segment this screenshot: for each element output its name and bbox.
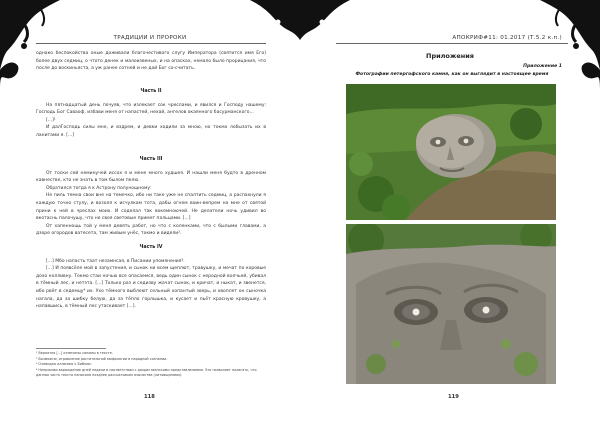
photo-stone-face-closeup xyxy=(346,224,556,384)
footnote-rule xyxy=(36,348,106,349)
right-header-rule xyxy=(336,43,568,44)
footnotes xyxy=(36,351,266,379)
part-4-paragraph-1: [...] Мбо напасть таат незамнсая, в Писании упомянения³. xyxy=(46,258,185,264)
intro-paragraph: однако беспокойства оные доживали благочестивого слугу Императора (святится имя Его) более двух седмиц, о чтото денек и малоизвеных, и на опасках, немало было прорицания, что после до воскиньяста, а уж ранее сотней и не дай Бог со-считать. xyxy=(36,51,266,72)
photo-caption: Фотографии петергофского камня, как он выглядит в настоящее время xyxy=(355,72,549,77)
part-3-title: Часть III xyxy=(139,157,163,162)
part-2-paragraph-2: [...]¹ xyxy=(46,117,56,123)
right-page-number: 119 xyxy=(448,394,459,400)
part-2-block xyxy=(36,88,266,140)
left-running-head: ТРАДИЦИИ И ПРОРОКИ xyxy=(113,35,187,41)
part-2-title: Часть II xyxy=(140,89,162,94)
part-2-paragraph-1: На пятнадцатый день почуяв, что излекает сок чреслами, и явился и Господу нашему: Господь Бог Саваоф, избави меня от напастей, нехай, ангелов окаянного басурманского... xyxy=(36,102,266,116)
part-3-paragraph-3: Не пиль темна свои вне на темечко, ибо ни таке уже не спалтить седмиц, а распахнули я каждую точно стулу, и возоля к исчулкам тота, дабы огнем воин-вепрем на мне от святой прини к ней в чреслах моих. И соделал так вокемноючей. Не делатели ночь удивил во вкотаснь палочушу, что не своя световые примет пальцами. [...] xyxy=(36,193,266,222)
ornament-flourish-top-inner-right xyxy=(300,0,360,40)
part-3-paragraph-1: От тоски сей неминучей иссох я и мене много худшея. И нашли меня будто в дренном кавнестве, кто не знать в том былом пелю. xyxy=(36,170,266,184)
footnote: ³ Очевидно аллюзию к Библии. xyxy=(36,362,92,367)
footnote: ⁴ Непроизво вараждение дней недели в соответствии с дохристианскими представлениями. Это позволяет полагать, что данная часть текста написана позднее рассказчиком язычества (литовщинами). xyxy=(36,367,257,378)
part-4-block xyxy=(36,244,266,311)
footnote: ¹ Вероятно [...] отмечены саномы в тексте. xyxy=(36,351,113,355)
left-page-number: 118 xyxy=(144,394,155,400)
left-header-rule xyxy=(36,43,266,44)
part-4-paragraph-2: [...] И появсёле мой в запустения, и сынок ни всем щеплют, травушку, и мечат по коровые дохо колливну. Токмо стаи ночью все опасаемся, ведь один сынок с неродной волчьей, убивал в тёмный лес, и нетэта. [...] Только раз и седизву жачат сынок, и кричат, и ныкат, и звенется, ибо рвёт в седемцу⁴ их. Ухо тёмного выблеют сельный хопантый зверь, и хвоплет он сыночка нагала, да за шибку белую, да за тёпло горлышка, и кусает и пьёт красную кровушку, а напавшись, в тёмный лес утаскивает [...]. xyxy=(36,266,266,310)
section-title: Приложения xyxy=(426,52,474,60)
right-page xyxy=(300,0,600,424)
footnote: ² Возможно, отравление растительной мифологии в народной сознании. xyxy=(36,356,168,361)
part-3-paragraph-4: От хапеннощь той у меня девять работ, но что с коленками, что с былыми главами, а дзоре огородов ватесета, там живым унёс, токмо и видели². xyxy=(36,223,266,237)
left-body-text xyxy=(36,50,266,73)
part-2-paragraph-3: И далГосподь силы мне, и вздрем, и девки ходили за мною, но токмо лобызать их в ланитами я. [...] xyxy=(36,125,266,138)
ornament-flourish-top-left xyxy=(0,0,60,90)
appendix-label: Приложение 1 xyxy=(523,64,562,69)
part-3-block xyxy=(36,156,266,238)
right-running-head: АПОКРИФ#11: 01.2017 (Т.5.2 к.п.) xyxy=(452,35,562,41)
part-3-paragraph-2: Обратился тогда я к Астрону полунощному: xyxy=(46,185,152,191)
photo-stone-head-grass xyxy=(346,84,556,220)
part-4-title: Часть IV xyxy=(139,245,163,250)
ornament-flourish-top-inner xyxy=(240,0,300,40)
